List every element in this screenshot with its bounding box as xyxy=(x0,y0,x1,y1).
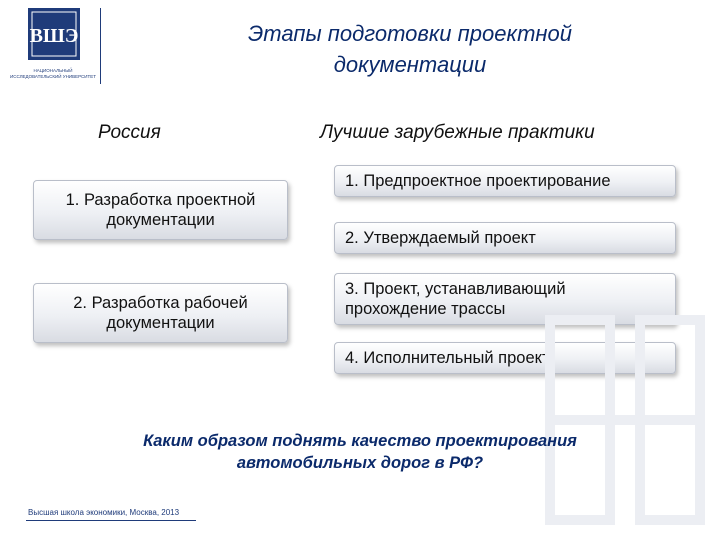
foreign-stage-3-line-2: прохождение трассы xyxy=(345,300,506,318)
russia-heading: Россия xyxy=(98,122,161,143)
russia-stage-1-line-1: 1. Разработка проектной xyxy=(65,191,256,209)
logo-caption: НАЦИОНАЛЬНЫЙ ИССЛЕДОВАТЕЛЬСКИЙ УНИВЕРСИТЕТ xyxy=(9,68,97,79)
foreign-heading: Лучшие зарубежные практики xyxy=(320,122,595,143)
foreign-stage-1-line-1: 1. Предпроектное проектирование xyxy=(345,172,611,190)
foreign-stage-3-line-1: 3. Проект, устанавливающий xyxy=(345,280,566,298)
title-line-1: Этапы подготовки проектной xyxy=(248,21,572,46)
watermark-pattern-icon xyxy=(530,300,720,540)
title-line-2: документации xyxy=(333,52,487,77)
footer-divider xyxy=(26,520,196,521)
russia-stage-2-line-2: документации xyxy=(106,314,215,332)
question-line-2: автомобильных дорог в РФ? xyxy=(236,454,484,472)
foreign-stage-1 xyxy=(334,165,676,197)
key-question xyxy=(60,430,660,474)
header-divider xyxy=(100,8,101,84)
russia-stage-1-line-2: документации xyxy=(106,211,215,229)
russia-stage-1 xyxy=(33,180,288,240)
university-logo xyxy=(8,6,98,86)
russia-stage-2-line-1: 2. Разработка рабочей xyxy=(73,294,248,312)
foreign-stage-4-line-1: 4. Исполнительный проект xyxy=(345,349,550,367)
question-line-1: Каким образом поднять качество проектирования xyxy=(143,432,577,450)
foreign-stage-2-line-1: 2. Утверждаемый проект xyxy=(345,229,536,247)
footer-caption: Высшая школа экономики, Москва, 2013 xyxy=(28,508,180,517)
svg-text:ВШЭ: ВШЭ xyxy=(29,25,79,47)
foreign-stage-2 xyxy=(334,222,676,254)
russia-stage-2 xyxy=(33,283,288,343)
page-title xyxy=(170,18,650,80)
